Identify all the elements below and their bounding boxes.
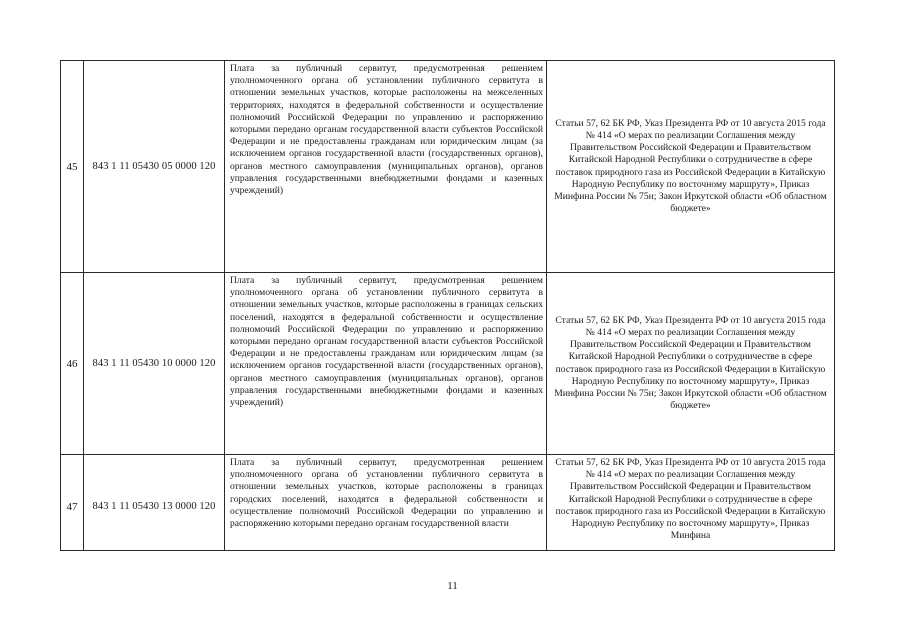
revenue-description: Плата за публичный сервитут, предусмотренная решением уполномоченного органа об установлении публичного сервитута в отношении земельных участков, которые расположены на межселенных территориях, находятся в федеральной собственности и осуществление полномочий Российской Федерации по управлению и распоряжению которыми передано органам государственной власти субъектов Российской Федерации и не предоставлены гражданам или юридическим лицам (за исключением органов государственной власти (государственных органов), органов местного самоуправления (муниципальных органов), органов управления государственными внебюджетными фондами и казенных учреждений) bbox=[225, 61, 547, 273]
legal-basis: Статьи 57, 62 БК РФ, Указ Президента РФ от 10 августа 2015 года № 414 «О мерах по реализации Соглашения между Правительством Российской Федерации и Правительством Китайской Народной Республики о сотрудничестве в сфере поставок природного газа из Российской Федерации в Китайскую Народную Республику по восточному маршруту», Приказ Минфина России № 75н; Закон Иркутской области «Об областном бюджете» bbox=[547, 273, 835, 455]
table-row bbox=[61, 455, 835, 551]
budget-classification-code: 843 1 11 05430 13 0000 120 bbox=[84, 455, 225, 551]
budget-classification-code: 843 1 11 05430 10 0000 120 bbox=[84, 273, 225, 455]
revenue-description: Плата за публичный сервитут, предусмотренная решением уполномоченного органа об установлении публичного сервитута в отношении земельных участков, которые расположены в границах городских поселений, находятся в федеральной собственности и осуществление полномочий Российской Федерации по управлению и распоряжению которыми передано органам государственной власти bbox=[225, 455, 547, 551]
legal-basis: Статьи 57, 62 БК РФ, Указ Президента РФ от 10 августа 2015 года № 414 «О мерах по реализации Соглашения между Правительством Российской Федерации и Правительством Китайской Народной Республики о сотрудничестве в сфере поставок природного газа из Российской Федерации в Китайскую Народную Республику по восточному маршруту», Приказ Минфина bbox=[547, 455, 835, 551]
legal-basis: Статьи 57, 62 БК РФ, Указ Президента РФ от 10 августа 2015 года № 414 «О мерах по реализации Соглашения между Правительством Российской Федерации и Правительством Китайской Народной Республики о сотрудничестве в сфере поставок природного газа из Российской Федерации в Китайскую Народную Республику по восточному маршруту», Приказ Минфина России № 75н; Закон Иркутской области «Об областном бюджете» bbox=[547, 61, 835, 273]
table-row bbox=[61, 61, 835, 273]
revenue-description: Плата за публичный сервитут, предусмотренная решением уполномоченного органа об установлении публичного сервитута в отношении земельных участков, которые расположены в границах сельских поселений, находятся в федеральной собственности и осуществление полномочий Российской Федерации по управлению и распоряжению которыми передано органам государственной власти субъектов Российской Федерации и не предоставлены гражданам или юридическим лицам (за исключением органов государственной власти (государственных органов), органов местного самоуправления (муниципальных органов), органов управления государственными внебюджетными фондами и казенных учреждений) bbox=[225, 273, 547, 455]
row-number: 47 bbox=[61, 455, 84, 551]
table-row bbox=[61, 273, 835, 455]
budget-classification-code: 843 1 11 05430 05 0000 120 bbox=[84, 61, 225, 273]
page-number: 11 bbox=[447, 580, 458, 592]
row-number: 46 bbox=[61, 273, 84, 455]
revenue-codes-table bbox=[60, 60, 835, 551]
page-cut-mask bbox=[60, 554, 836, 560]
row-number: 45 bbox=[61, 61, 84, 273]
